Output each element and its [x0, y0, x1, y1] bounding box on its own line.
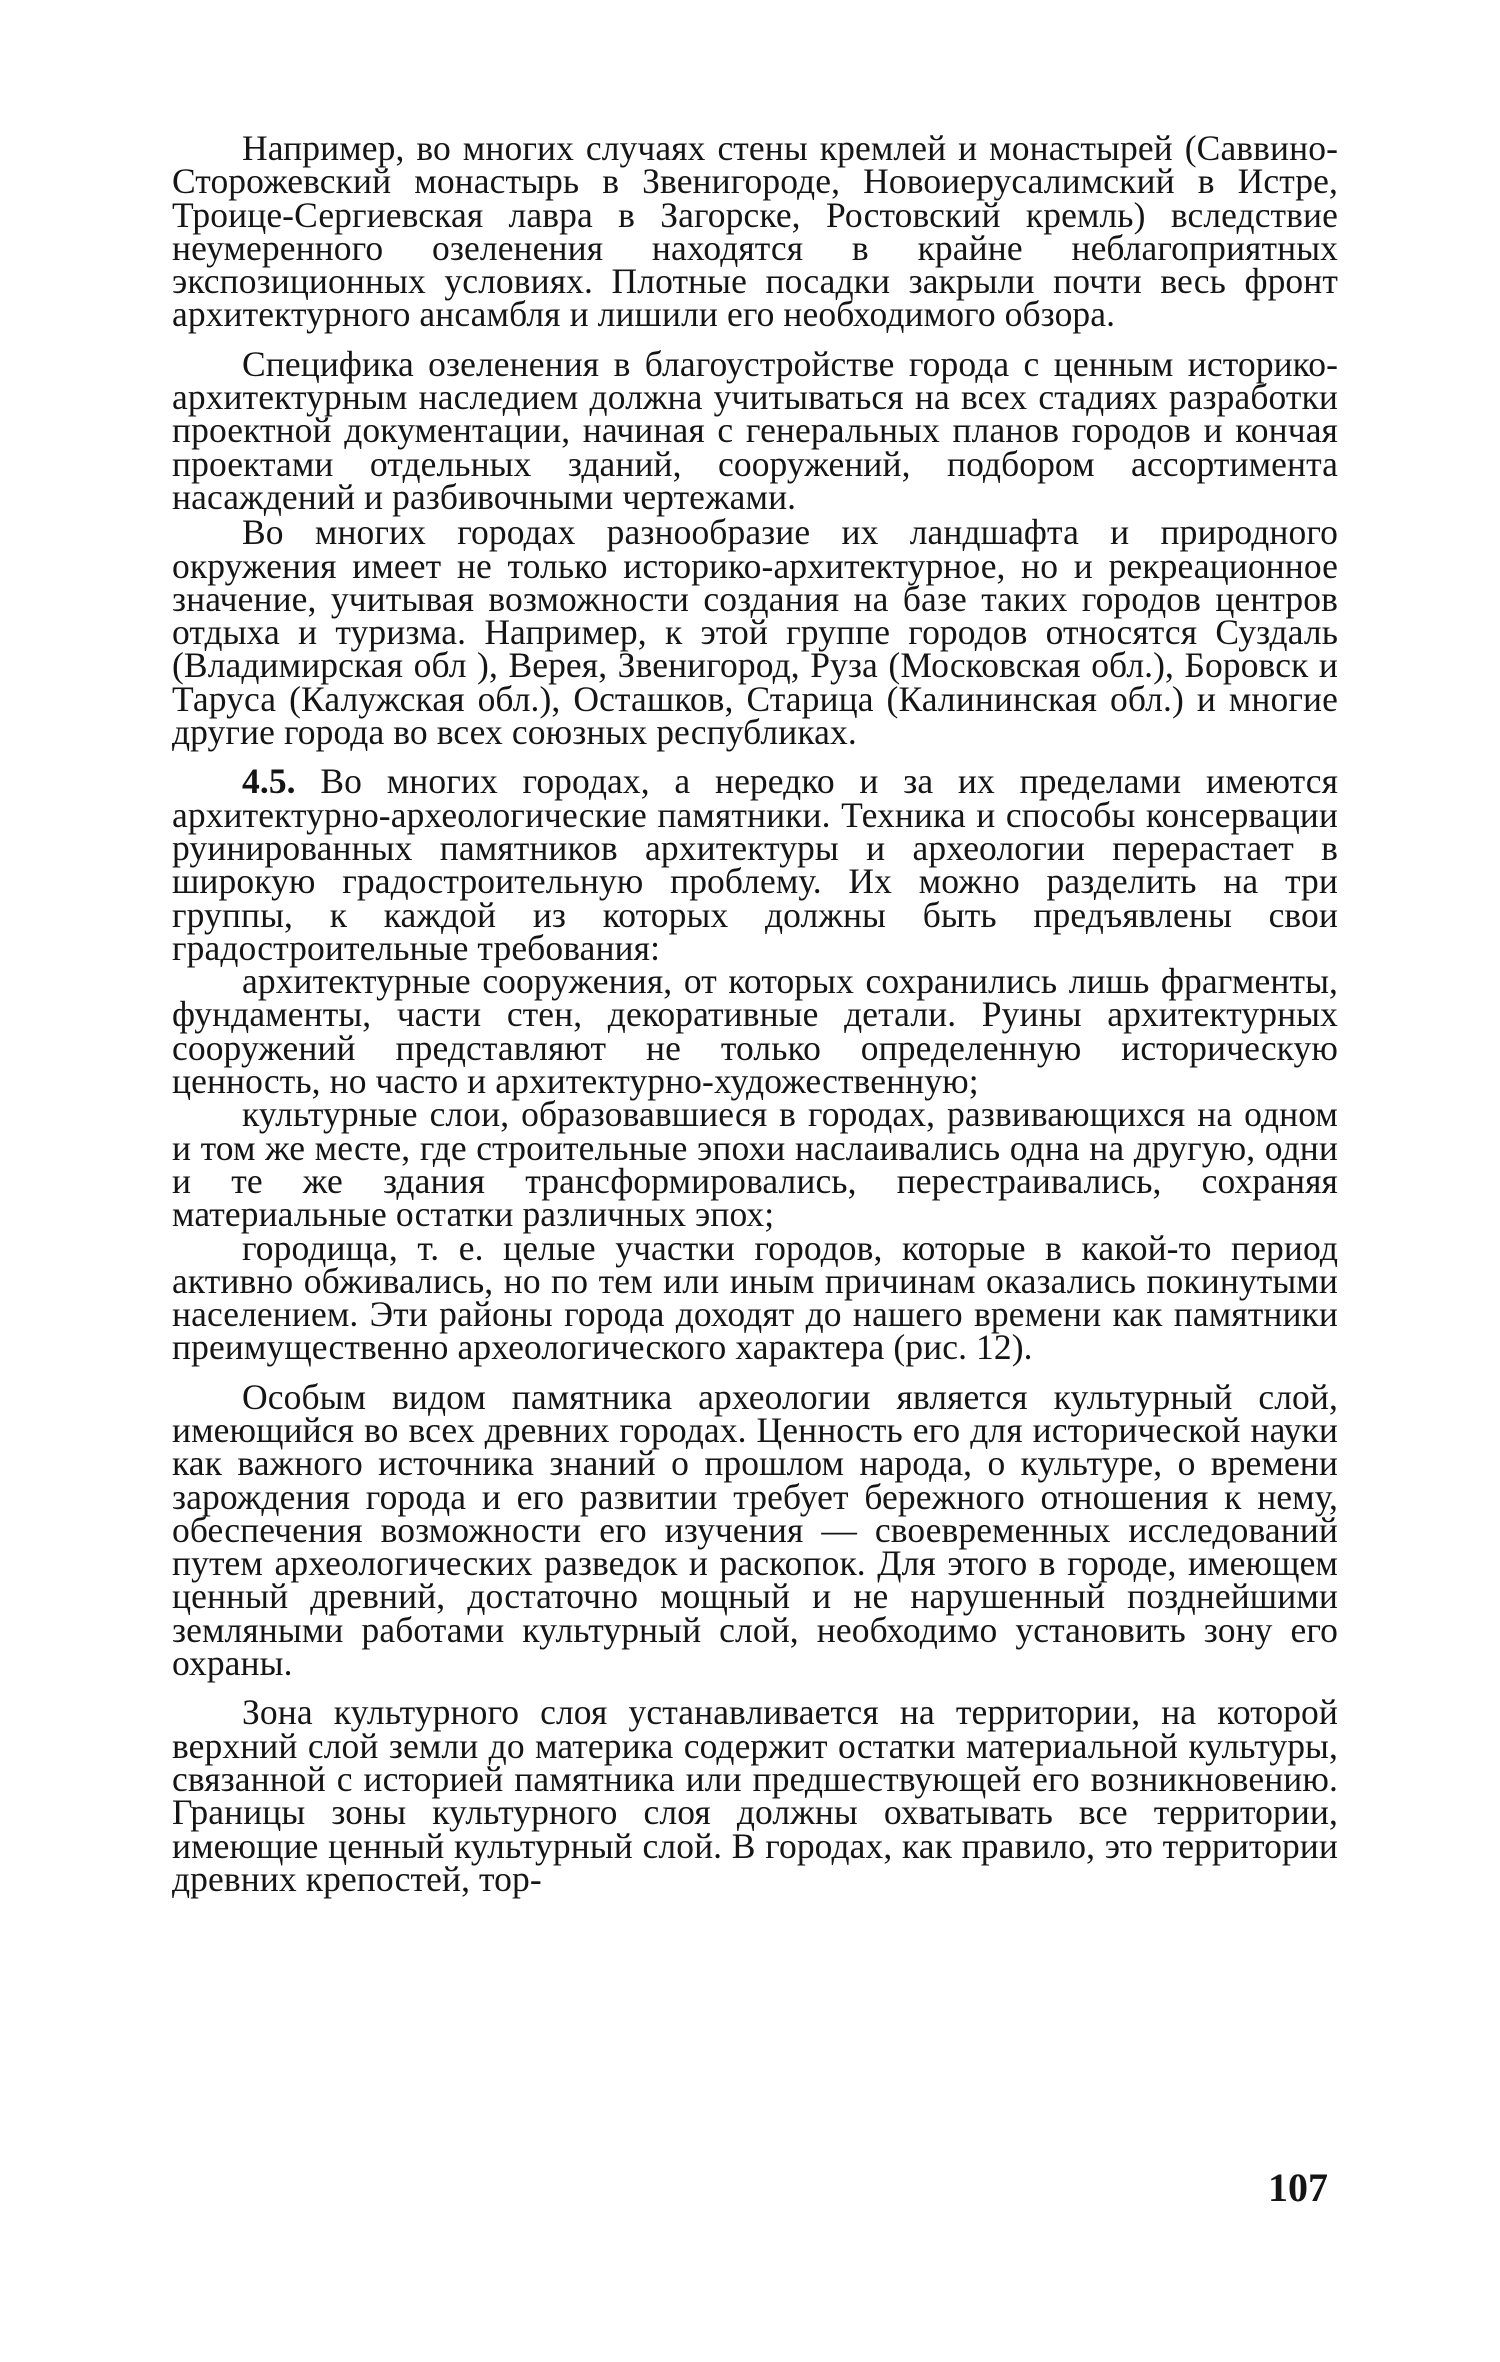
list-item-hillforts: городища, т. е. целые участки городов, которые в какой-то период активно обживались, но по тем или иным причинам оказались покинутыми населением. Эти районы города доходят до нашего времени как памятники преимущественно археологического характера (рис. 12).	[172, 1227, 1338, 1368]
page-number: 107	[1268, 2165, 1328, 2210]
paragraph-greening-specifics: Специфика озеленения в благоустройстве города с ценным историко-архитектурным наследием должна учитываться на всех стадиях разработки проектной документации, начиная с генеральных планов городов и кончая проектами отдельных зданий, сооружений, подбором ассортимента насаждений и разбивочными чертежами.	[172, 343, 1338, 517]
section-number: 4.5.	[242, 761, 296, 802]
paragraph-cultural-layer-monument: Особым видом памятника археологии является культурный слой, имеющийся во всех древних городах. Ценность его для исторической науки как важного источника знаний о прошлом народа, о культуре, о времени зарождения города и его развитии требует бережного отношения к нему, обеспечения возможности его изучения — своевременных исследований путем археологических разведок и раскопок. Для этого в городе, имеющем ценный древний, достаточно мощный и не нарушенный позднейшими земляными работами культурный слой, необходимо установить зону его охраны.	[172, 1376, 1338, 1684]
page-text-block	[172, 128, 1338, 1899]
paragraph-cultural-layer-zone: Зона культурного слоя устанавливается на территории, на которой верхний слой земли до материка содержит остатки материальной культуры, связанной с историей памятника или предшествующей его возникновению. Границы зоны культурного слоя должны охватывать все территории, имеющие ценный культурный слой. В городах, как правило, это территории древних крепостей, тор-	[172, 1692, 1338, 1899]
paragraph-kremlin-walls: Например, во многих случаях стены кремлей и монастырей (Саввино-Сторожевский монастырь в Звенигороде, Новоиерусалимский в Истре, Троице-Сергиевская лавра в Загорске, Ростовский кремль) вследствие неумеренного озеленения находятся в крайне неблагоприятных экспозиционных условиях. Плотные посадки закрыли почти весь фронт архитектурного ансамбля и лишили его необходимого обзора.	[172, 128, 1338, 335]
paragraph-section-4-5	[172, 761, 1338, 968]
section-4-5-text: Во многих городах, а нередко и за их пределами имеются архитектурно-археологические памятники. Техника и способы консервации руинированных памятников архитектуры и археологии перерастает в широкую градостроительную проблему. Их можно разделить на три группы, к каждой из которых должны быть предъявлены свои градостроительные требования:	[172, 761, 1338, 968]
paragraph-recreational-cities: Во многих городах разнообразие их ландшафта и природного окружения имеет не только историко-архитектурное, но и рекреационное значение, учитывая возможности создания на базе таких городов центров отдыха и туризма. Например, к этой группе городов относятся Суздаль (Владимирская обл ), Верея, Звенигород, Руза (Московская обл.), Боровск и Таруса (Калужская обл.), Осташков, Старица (Калининская обл.) и многие другие города во всех союзных республиках.	[172, 512, 1338, 753]
list-item-cultural-layers: культурные слои, образовавшиеся в городах, развивающихся на одном и том же месте, где строительные эпохи наслаивались одна на другую, одни и те же здания трансформировались, перестраивались, сохраняя материальные остатки различных эпох;	[172, 1094, 1338, 1235]
list-item-architectural-ruins: архитектурные сооружения, от которых сохранились лишь фрагменты, фундаменты, части стен, декоративные детали. Руины архитектурных сооружений представляют не только определенную историческую ценность, но часто и архитектурно-художественную;	[172, 961, 1338, 1102]
